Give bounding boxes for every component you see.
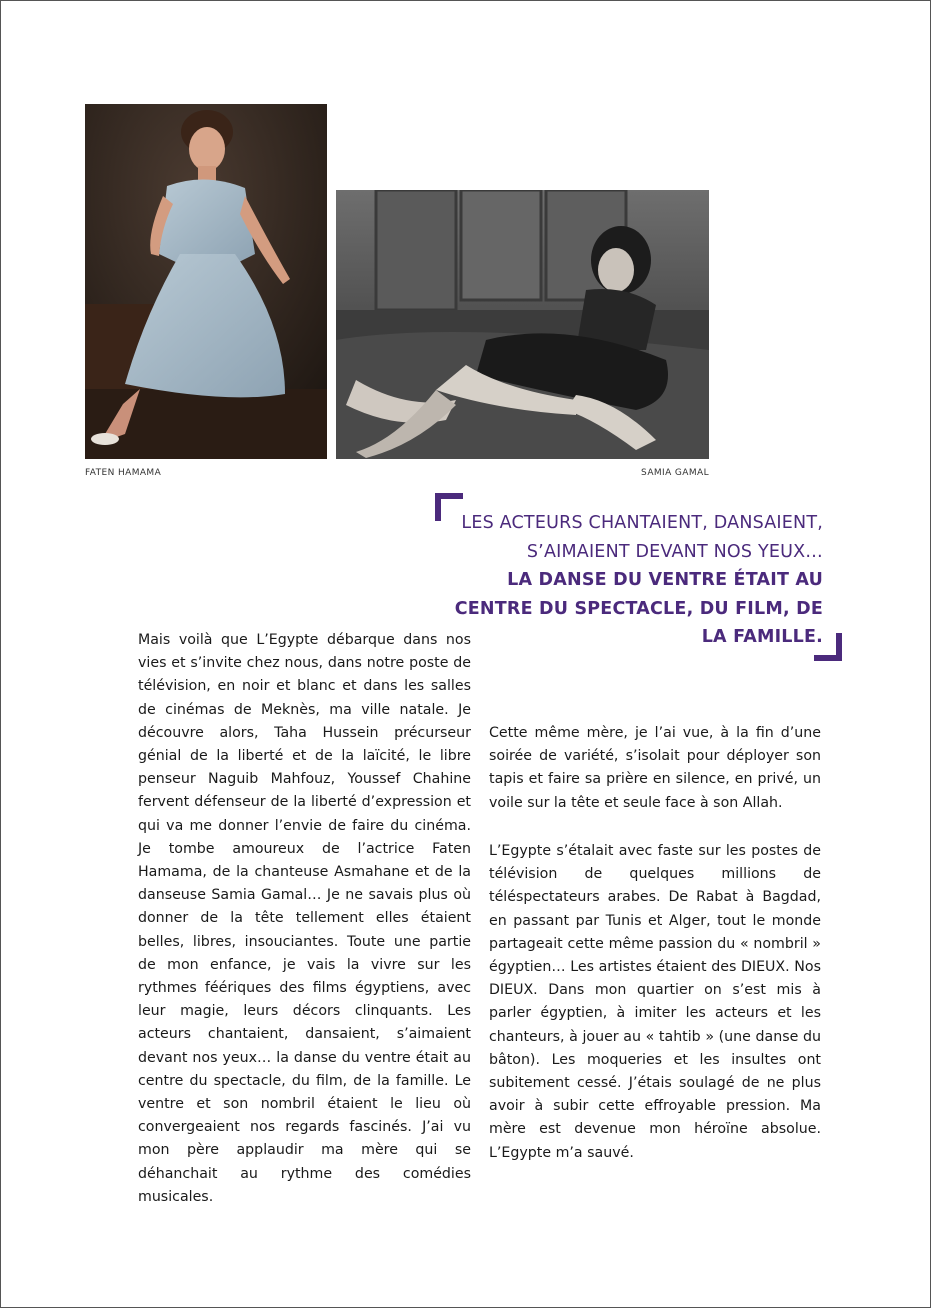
- photo-samia-gamal: [336, 190, 709, 459]
- pull-quote-light: LES ACTEURS CHANTAIENT, DANSAIENT, S’AIMAIENT DEVANT NOS YEUX…: [461, 513, 823, 562]
- body-paragraph-right-1: Cette même mère, je l’ai vue, à la fin d’une soirée de variété, s’isolait pour déployer son tapis et faire sa prière en silence, en privé, un voile sur la tête et seule face à son Allah.: [489, 725, 821, 811]
- photo-caption-right: SAMIA GAMAL: [641, 468, 709, 478]
- quote-bracket-close-icon: [814, 633, 842, 661]
- pull-quote-bold: LA DANSE DU VENTRE ÉTAIT AU CENTRE DU SPECTACLE, DU FILM, DE LA FAMILLE.: [454, 570, 823, 647]
- body-paragraph-left: Mais voilà que L’Egypte débarque dans nos vies et s’invite chez nous, dans notre poste de télévision, en noir et blanc et dans les salles de cinémas de Meknès, ma ville natale. Je découvre alors, Taha Hussein précurseur génial de la liberté et de la laïcité, le libre penseur Naguib Mahfouz, Youssef Chahine fervent défenseur de la liberté d’expression et qui va me donner l’envie de faire du cinéma. Je tombe amoureux de l’actrice Faten Hamama, de la chanteuse Asmahane et de la danseuse Samia Gamal… Je ne savais plus où donner de la tête tellement elles étaient belles, libres, insouciantes. Toute une partie de mon enfance, je vais la vivre sur les rythmes féériques des films égyptiens, avec leur magie, leurs décors clinquants. Les acteurs chantaient, dansaient, s’aimaient devant nos yeux… la danse du ventre était au centre du spectacle, du film, de la famille. Le ventre et son nombril étaient le lieu où convergeaient nos regards fascinés. J’ai vu mon père applaudir ma mère qui se déhanchait au rythme des comédies musicales.: [138, 632, 471, 1205]
- photo-caption-left: FATEN HAMAMA: [85, 468, 162, 478]
- body-paragraph-right-2: L’Egypte s’étalait avec faste sur les postes de télévision de quelques millions de téléspectateurs arabes. De Rabat à Bagdad, en passant par Tunis et Alger, tout le monde partageait cette même passion du « nombril » égyptien… Les artistes étaient des DIEUX. Nos DIEUX. Dans mon quartier on s’est mis à parler égyptien, à imiter les acteurs et les chanteurs, à jouer au « tahtib » (une danse du bâton). Les moqueries et les insultes ont subitement cessé. J’étais soulagé de ne plus avoir à subir cette effroyable pression. Ma mère est devenue mon héroïne absolue. L’Egypte m’a sauvé.: [489, 843, 821, 1161]
- photo-faten-hamama: [85, 104, 327, 459]
- pull-quote: [431, 509, 823, 652]
